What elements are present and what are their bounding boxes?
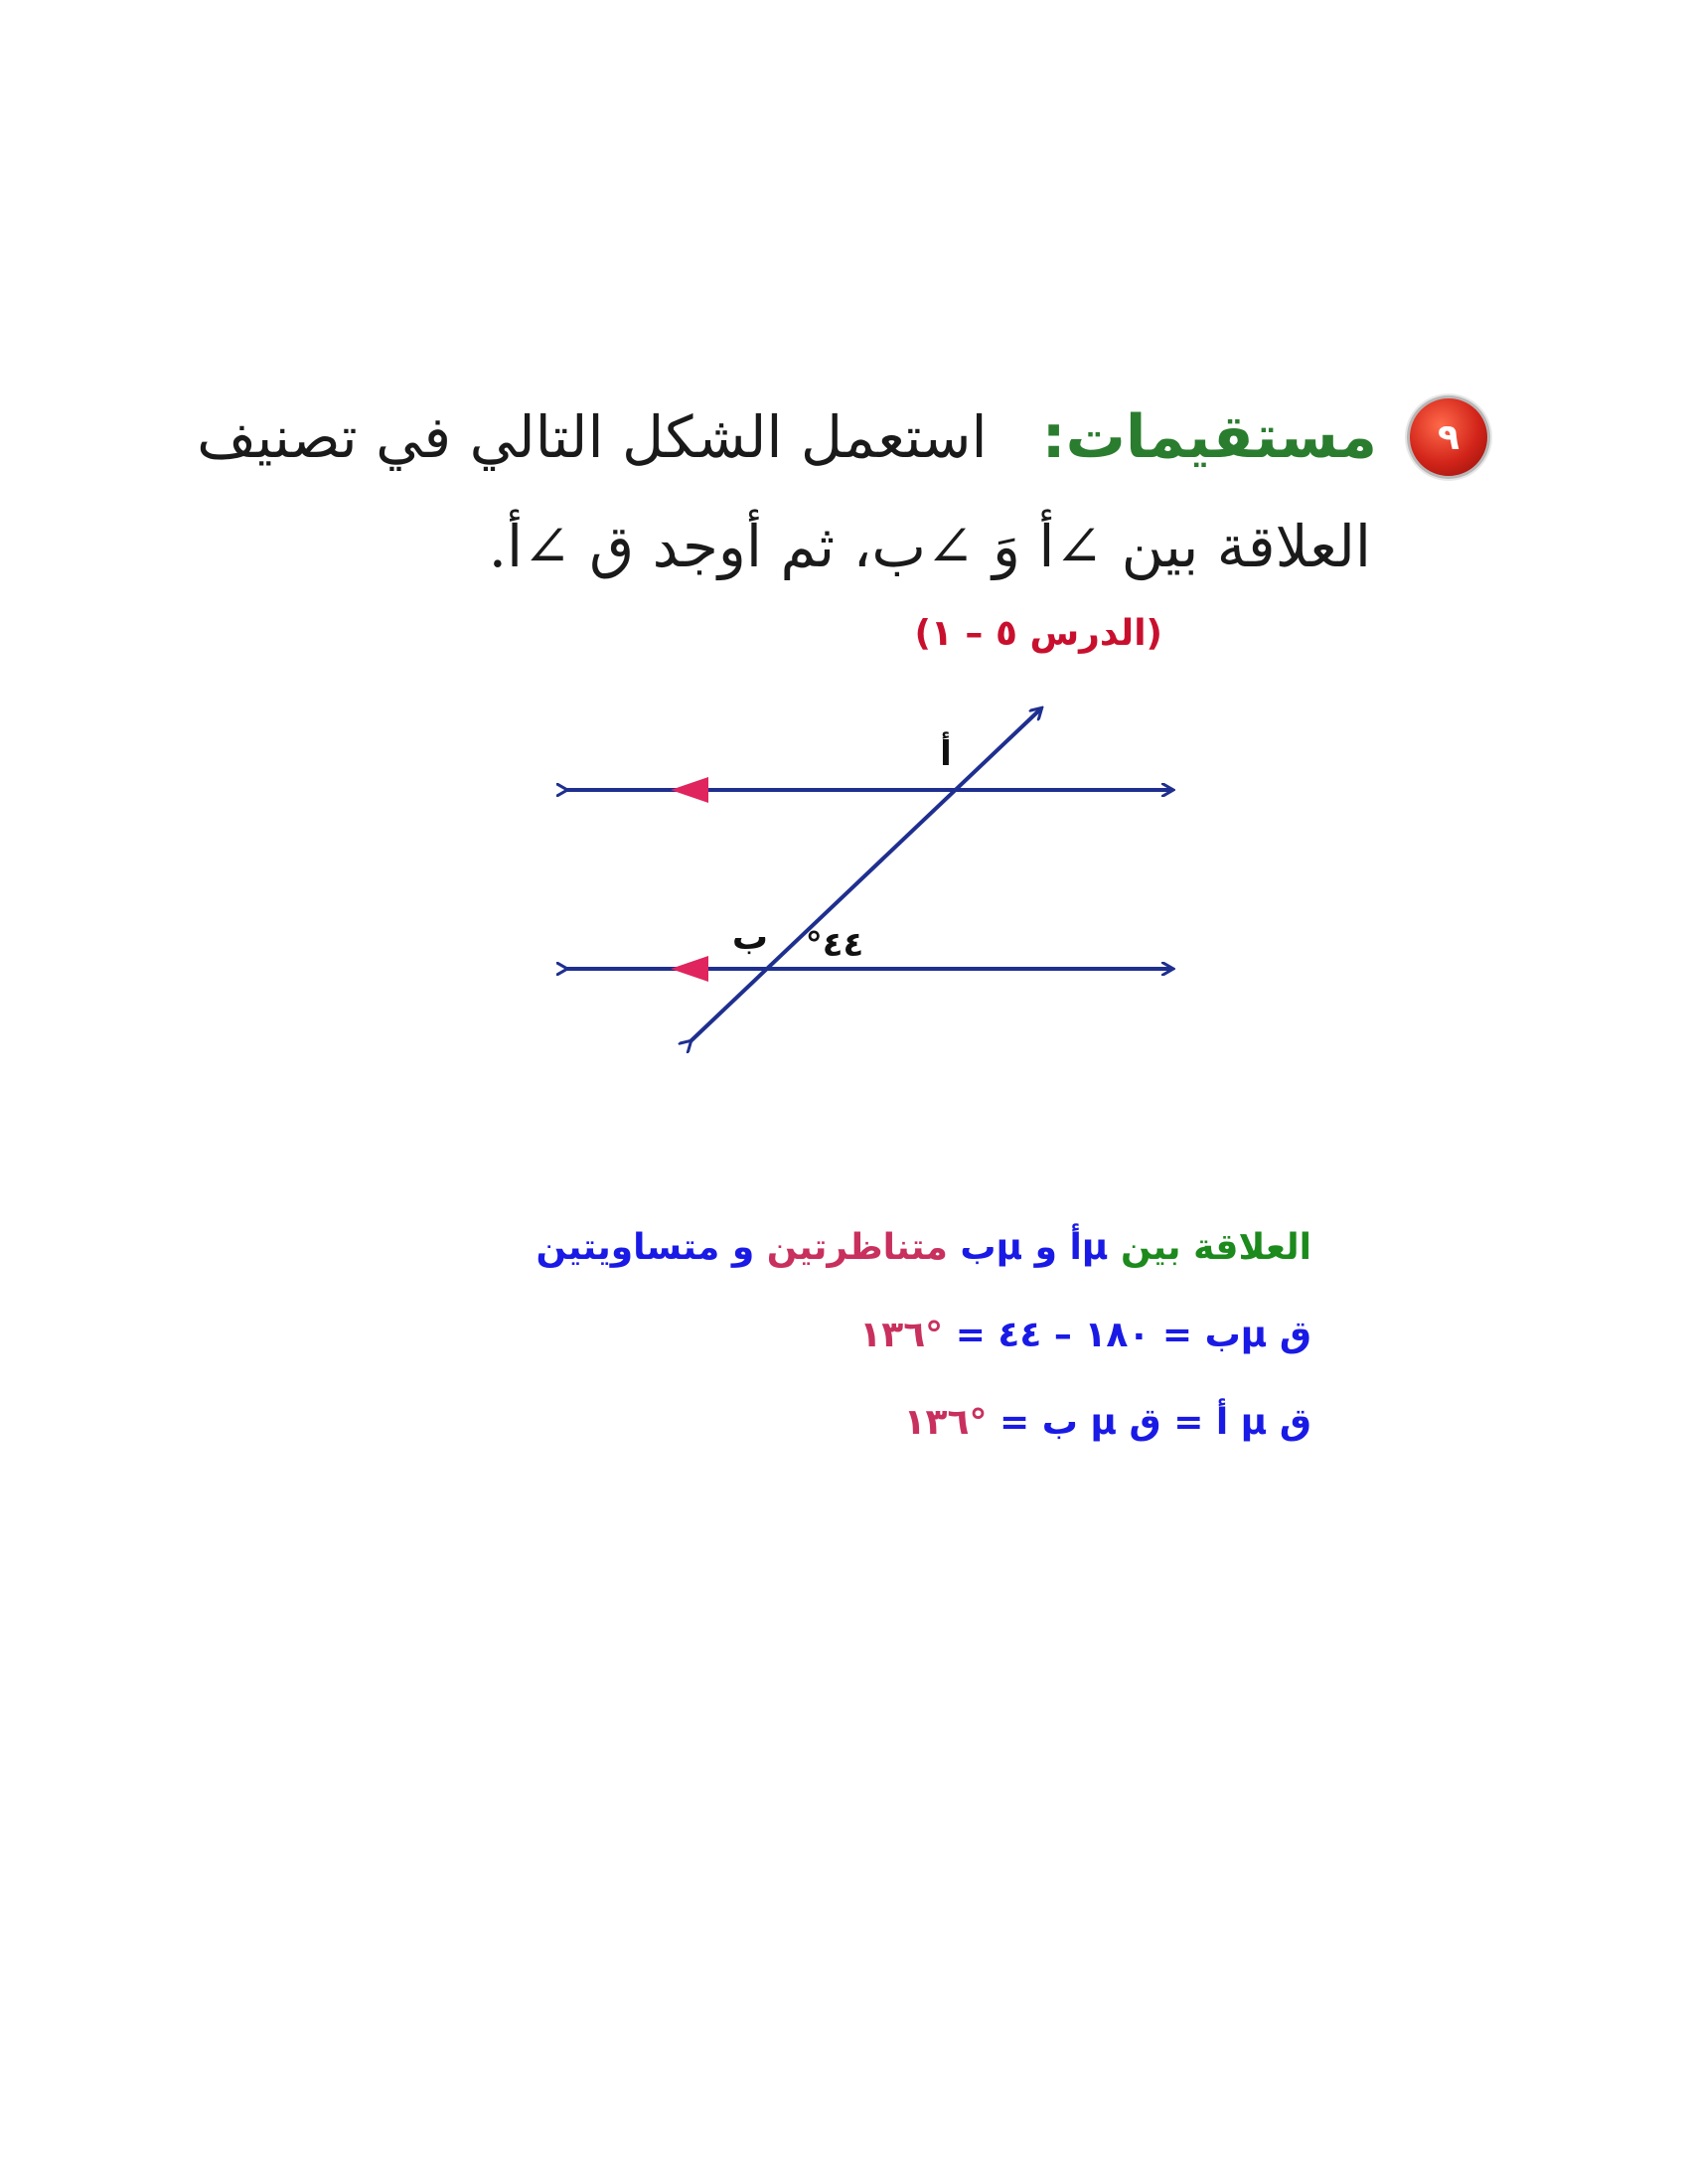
problem-number-badge: [1407, 395, 1490, 479]
answer-relation-label: العلاقة بين: [1120, 1227, 1311, 1268]
transversal-line: [691, 708, 1041, 1041]
answer-line-2: [859, 1315, 1311, 1355]
answer-a-calc: ق µ أ = ق µ ب =: [999, 1402, 1311, 1443]
answer-b-calc: ق µب = ١٨٠ – ٤٤ =: [955, 1315, 1311, 1355]
answer-angles: µأ و µب: [960, 1227, 1109, 1268]
angle-label: ٤٤°: [805, 925, 864, 965]
parallel-mark-top-icon: [671, 777, 708, 803]
problem-statement-2: العلاقة بين ∠أ وَ ∠ب، ثم أوجد ق ∠أ.: [488, 513, 1371, 580]
label-b: ب: [731, 917, 769, 958]
problem-line-1: [197, 383, 1490, 492]
answer-a-value: °١٣٦: [903, 1402, 988, 1443]
answer-equal: و متساويتين: [536, 1227, 755, 1268]
parallel-mark-bottom-icon: [671, 956, 708, 982]
lesson-reference: (الدرس ٥ – ١): [914, 613, 1162, 654]
problem-number: ٩: [1438, 416, 1459, 458]
answer-corresponding: متناظرتين: [766, 1227, 948, 1268]
answer-b-value: °١٣٦: [859, 1315, 944, 1355]
problem-statement-1: استعمل الشكل التالي في تصنيف: [197, 403, 988, 471]
parallel-lines-figure: [556, 696, 1192, 1053]
answer-line-1: [536, 1227, 1311, 1268]
problem-title: مستقيمات:: [1041, 402, 1377, 472]
answer-line-3: [904, 1402, 1311, 1443]
label-a: أ: [940, 734, 952, 774]
